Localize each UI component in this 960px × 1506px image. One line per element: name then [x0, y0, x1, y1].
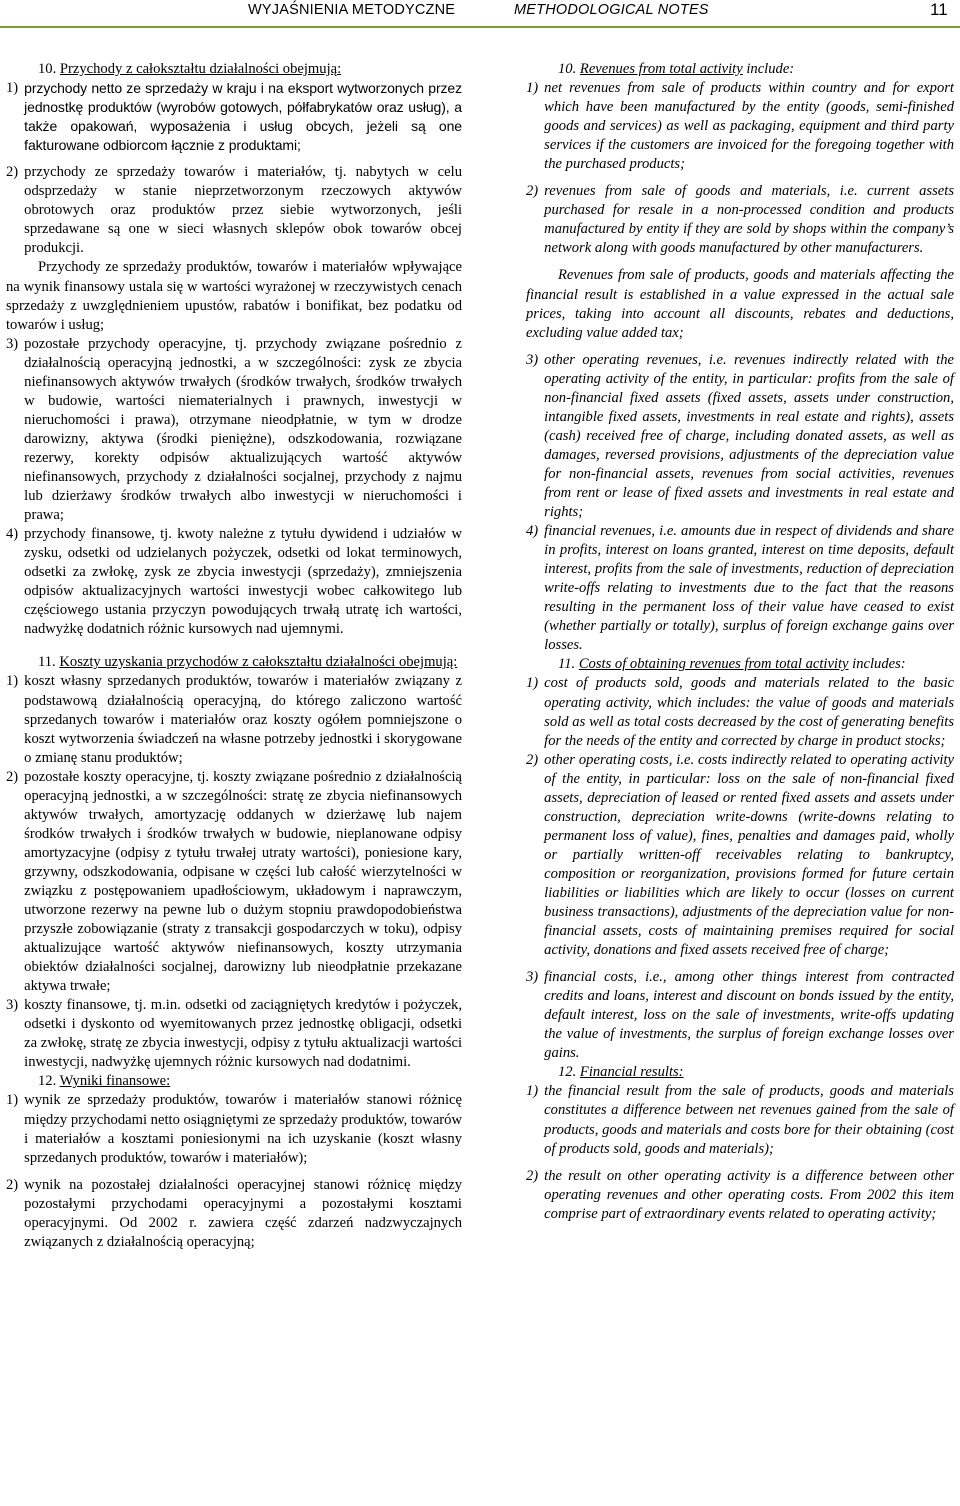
list-item: [6, 1091, 462, 1167]
item-text: financial revenues, i.e. amounts due in respect of dividends and share in profits, interest on loans granted, interest on time deposits, default interest, profits from the sale of investments, reduction of depreciation write-offs relating to investments due to the fact that the reasons resulting in the permanent loss of their value have ceased to exist (whether partially or totally), surplus of foreign exchange gains over losses.: [544, 523, 954, 654]
item-number: 1): [526, 1083, 539, 1100]
section-10-title-pl: [6, 60, 462, 79]
item-text: net revenues from sale of products within country and for export which have been manufactured by the entity (goods, semi-finished goods and services) as well as packaging, equipment and third party services if the customers are invoiced for the foregoing together with the purchased products;: [544, 80, 954, 173]
item-number: 1): [526, 80, 539, 97]
header-title-en: METHODOLOGICAL NOTES: [514, 2, 709, 18]
two-column-body: [6, 60, 954, 1252]
item-text: wynik ze sprzedaży produktów, towarów i materiałów stanowi różnicę między przychodami netto osiągniętymi ze sprzedaży produktów, towarów i materiałów a kosztami poniesionymi na ich uzyskanie (koszt własny sprzedanych produktów, towarów i materiałów);: [24, 1092, 462, 1166]
list-item: [6, 768, 462, 997]
item-number: 3): [526, 351, 539, 368]
item-number: 3): [526, 969, 539, 986]
item-number: 3): [6, 335, 19, 352]
item-text: przychody finansowe, tj. kwoty należne z tytułu dywidend i udziałów w zysku, odsetki od udzielanych pożyczek, odsetki od lokat terminowych, odsetki za zwłokę, zysk ze zbycia inwestycji (sprzedaży), zmniejszenia odpisów aktualizacyjnych wartości inwestycji wobec całkowitego lub częściowego ustania przyczyn powodujących trwałą utratę ich wartości, nadwyżkę dodatnich różnic kursowych nad ujemnymi.: [24, 526, 462, 638]
item-text: the result on other operating activity is a difference between other operating revenues and other operating costs. From 2002 this item comprise part of extraordinary events related to operating activity;: [544, 1167, 954, 1222]
item-text: koszt własny sprzedanych produktów, towarów i materiałów związany z podstawową działalnością operacyjną, do którego zaliczono wartość sprzedanych towarów i materiałów oraz koszty ogółem pomniejszone o koszt wytworzenia świadczeń na własne potrzeby jednostki i skorygowane o zmianę stanu produktów;: [24, 673, 462, 766]
list-item: [526, 968, 954, 1063]
section-number: 12.: [558, 1064, 577, 1081]
item-number: 2): [526, 1167, 539, 1184]
item-text: cost of products sold, goods and materials related to the basic operating activity, which includes: the value of goods and materials sold as well as total costs decreased by the cost of generating benefits for the needs of the entity and corrected by charge in product stocks;: [544, 675, 954, 749]
section-number: 10.: [558, 61, 577, 77]
item-text: the financial result from the sale of products, goods and materials constitutes a difference between net revenues gained from the sale of products, goods and materials and costs bore for their obtaining (cost of products sold, goods and materials);: [544, 1083, 954, 1157]
paragraph: Przychody ze sprzedaży produktów, towarów i materiałów wpływające na wynik finansowy ustala się w wartości wyrażonej w rzeczywistych cenach sprzedaży z uwzględnieniem upustów, rabatów i bonifikat, bez podatku od towarów i usług;: [6, 259, 462, 333]
list-item: [6, 163, 462, 258]
item-text: przychody netto ze sprzedaży w kraju i na eksport wytworzonych przez jednostkę produktów (wyrobów gotowych, półfabrykatów oraz usług), a także opakowań, wyposażenia i usług obcych, jeżeli są one fakturowane odbiorcom łącznie z produktami;: [24, 80, 462, 154]
item-text: revenues from sale of goods and materials, i.e. current assets purchased for resale in a non-processed condition and products manufactured by entity if they are sold by shops within the company’s network along with goods manufactured by other manufacturers.: [544, 183, 954, 257]
list-item: [526, 351, 954, 522]
list-item: [526, 1167, 954, 1224]
item-text: pozostałe przychody operacyjne, tj. przychody związane pośrednio z działalnością operacyjną jednostki, a w szczególności: zysk ze zbycia niefinansowych aktywów trwałych (środków trwałych, środków trwałych w budowie, wartości niematerialnych i prawnych, inwestycji w nieruchomości i prawa), otrzymane nieodpłatnie, w tym w drodze darowizny, aktywa (środki pieniężne), odszkodowania, rozwiązane rezerwy, korekty odpisów aktualizujących wartość aktywów niefinansowych, przychody z działalności socjalnej, przychody z najmu lub dzierżawy środków trwałych albo inwestycji w nieruchomości i prawa;: [24, 335, 462, 524]
section-title-tail: includes:: [852, 656, 906, 673]
section-number: 12.: [38, 1073, 57, 1090]
header-rule: [0, 26, 960, 28]
section-number: 11.: [558, 656, 576, 673]
list-item: [526, 751, 954, 961]
item-number: 1): [6, 673, 19, 690]
item-text: other operating costs, i.e. costs indirectly related to operating activity of the entity, in particular: loss on the sale of non-financial fixed assets, depreciation of leased or rented fixed assets and assets under construction, depreciation write-downs (write-downs relating to permanent loss of value), fines, penalties and damages paid, wholly or partially written-off receivables relating to bankruptcy, composition or reorganization, provisions formed for future certain liabilities or liabilities which are likely to occur (losses on current business transactions), adjustments of the depreciation value for non-financial assets, costs of maintaining premises required for social activity, donations and fixed assets received free of charge;: [544, 751, 954, 959]
list-item: [526, 674, 954, 750]
item-number: 4): [526, 523, 539, 540]
item-number: 2): [6, 164, 19, 181]
list-item: [526, 522, 954, 655]
section-title-text: Costs of obtaining revenues from total activity: [578, 656, 849, 673]
page-header: [0, 0, 960, 30]
item-text: przychody ze sprzedaży towarów i materiałów, tj. nabytych w celu odsprzedaży w stanie nieprzetworzonym rzeczowych aktywów obrotowych oraz produktów przez siebie wytworzonych, jeśli sprzedawane są one w sieci własnych sklepów obok towarów obcej produkcji.: [24, 164, 462, 257]
section-11-title-en: [526, 655, 954, 674]
section-12-title-pl: [6, 1072, 462, 1091]
item-text: pozostałe koszty operacyjne, tj. koszty związane pośrednio z działalnością operacyjną jednostki, a w szczególności: stratę ze zbycia niefinansowych aktywów trwałych, amortyzację oddanych w dzierżawę lub najem środków trwałych i środków trwałych w budowie, nieplanowane odpisy amortyzacyjne (odpisy z tytułu trwałej utraty wartości), poniesione kary, grzywny, odszkodowania, odpisane w części lub całość wierzytelności w związku z postępowaniem upadłościowym, układowym i naprawczym, utworzone rezerwy na pewne lub o dużym stopniu prawdopodobieństwa przyszłe zobowiązanie (straty z transakcji gospodarczych w toku), odpisy aktualizujące wartość aktywów niefinansowych, koszty utrzymania obiektów działalności socjalnej, darowizny lub nieodpłatnie przekazane aktywa trwałe;: [24, 768, 462, 995]
list-item: [6, 79, 462, 155]
item-text: other operating revenues, i.e. revenues indirectly related with the operating activity of the entity, in particular: profits from the sale of non-financial fixed assets (fixed assets, assets under construction, intangible fixed assets, investments in real estate and rights), assets (cash) received free of charge, including donated assets, as well as damages, reversed provisions, adjustments of the depreciation value for non-financial assets, revenues from social activities, revenues from rent or lease of fixed assets and investments in real estate and rights;: [544, 351, 954, 521]
section-title-text: Przychody z całokształtu działalności obejmują:: [59, 61, 342, 77]
item-number: 1): [6, 80, 19, 97]
item-text: wynik na pozostałej działalności operacyjnej stanowi różnicę między pozostałymi przychodami operacyjnymi a pozostałymi kosztami operacyjnymi. Od 2002 r. zawiera część zdarzeń nadzwyczajnych związanych z działalnością operacyjną;: [24, 1176, 462, 1250]
item-number: 2): [6, 768, 19, 785]
section-12-title-en: [526, 1063, 954, 1082]
column-english: [526, 60, 954, 1252]
section-title-text: Revenues from total activity: [579, 61, 743, 77]
section-title-text: Wyniki finansowe:: [59, 1073, 171, 1090]
list-item: [6, 996, 462, 1072]
item-text: financial costs, i.e., among other things interest from contracted credits and loans, interest and discount on bonds issued by the entity, default interest, loss on the sale of investments, write-offs updating the value of investments, the surplus of foreign exchange losses over gains.: [544, 969, 954, 1062]
section-10-title-en: [526, 60, 954, 79]
list-item: [6, 335, 462, 525]
section-number: 10.: [38, 61, 57, 77]
page-number: 11: [930, 0, 948, 19]
item-number: 2): [526, 751, 539, 768]
list-item: [526, 79, 954, 174]
section-title-tail: include:: [746, 61, 795, 77]
item-text: koszty finansowe, tj. m.in. odsetki od zaciągniętych kredytów i pożyczek, odsetki i dyskonto od wyemitowanych przez jednostkę obligacji, odsetki za zwłokę, stratę ze zbycia inwestycji, odpisy z tytułu aktualizacji wartości inwestycji, nadwyżkę ujemnych różnic kursowych nad dodatnimi.: [24, 997, 462, 1071]
paragraph: Revenues from sale of products, goods and materials affecting the financial result is established in a value expressed in the actual sale prices, taking into account all discounts, rebates and deductions, excluding value added tax;: [526, 267, 954, 341]
list-item: [526, 1082, 954, 1158]
header-title-pl: WYJAŚNIENIA METODYCZNE: [248, 2, 456, 18]
section-title-text: Financial results:: [579, 1064, 684, 1081]
item-number: 2): [6, 1176, 19, 1193]
section-11-title-pl: [6, 653, 462, 672]
item-number: 3): [6, 997, 19, 1014]
list-item: [6, 525, 462, 639]
list-item: [6, 672, 462, 767]
item-number: 1): [526, 675, 539, 692]
section-number: 11.: [38, 654, 56, 671]
list-item: [6, 1176, 462, 1252]
list-item: [526, 182, 954, 258]
item-number: 2): [526, 183, 539, 200]
section-title-text: Koszty uzyskania przychodów z całokształtu działalności obejmują:: [59, 654, 458, 671]
column-polish: [6, 60, 462, 1252]
item-number: 4): [6, 526, 19, 543]
item-number: 1): [6, 1092, 19, 1109]
